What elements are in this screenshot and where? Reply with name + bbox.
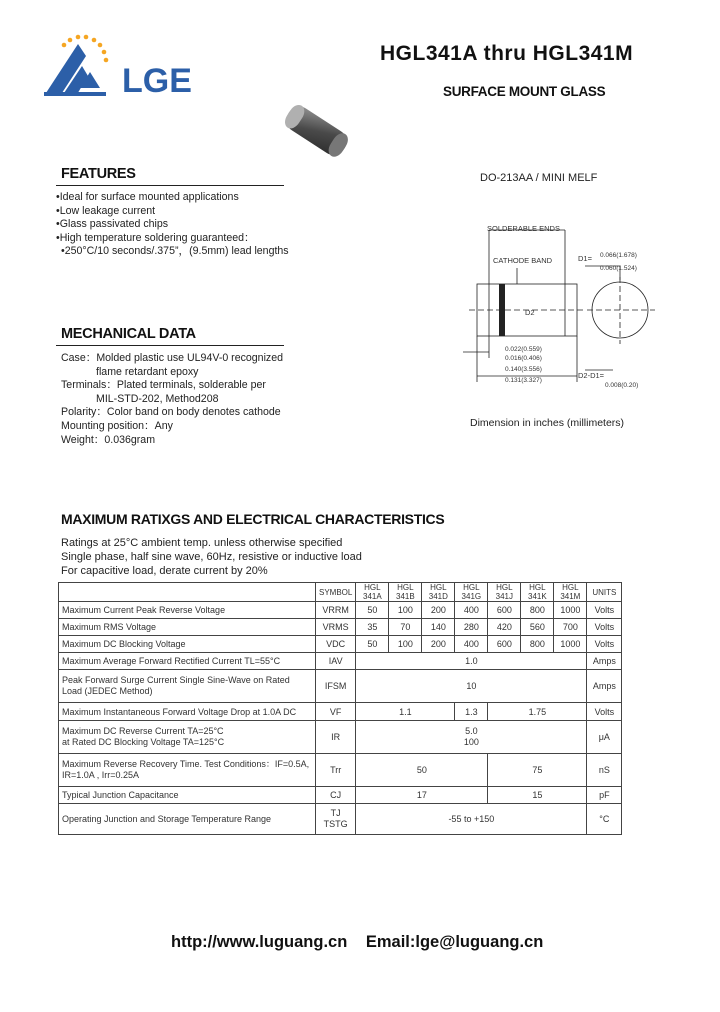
list-item: • 250°C/10 seconds/.375”，(9.5mm) lead lengths	[56, 245, 289, 259]
package-drawing	[455, 222, 670, 392]
table-row: Maximum Current Peak Reverse Voltage VRRM 50 100 200 400 600 800 1000 Volts	[59, 602, 622, 619]
table-row: Maximum Average Forward Rectified Current TL=55°C IAV 1.0 Amps	[59, 653, 622, 670]
list-item: • Low leakage current	[56, 205, 289, 219]
tolerance-label: 0.008(0.20)	[605, 382, 639, 389]
cathode-band-label: CATHODE BAND	[493, 256, 553, 265]
model-header: HGL 341J	[488, 583, 521, 602]
footer	[171, 933, 557, 952]
website-link[interactable]: http://www.luguang.cn	[171, 933, 348, 951]
ratings-heading: MAXIMUM RATIXGS AND ELECTRICAL CHARACTERISTICS	[61, 511, 445, 527]
table-row: Maximum Instantaneous Forward Voltage Drop at 1.0A DC VF 1.1 1.3 1.75 Volts	[59, 703, 622, 721]
len-max-label: 0.140(3.556)	[505, 366, 542, 373]
package-outline-icon	[455, 222, 670, 392]
list-item: • High temperature soldering guaranteed：	[56, 232, 289, 246]
model-header: HGL 341M	[554, 583, 587, 602]
mech-line: Polarity：Color band on body denotes cathode	[61, 406, 281, 419]
model-header: HGL 341B	[389, 583, 422, 602]
solderable-ends-label: SOLDERABLE ENDS	[487, 224, 560, 233]
company-logo	[42, 32, 222, 102]
mech-line: flame retardant epoxy	[96, 365, 199, 378]
rating-note: For capacitive load, derate current by 20%	[61, 564, 268, 577]
end-min-label: 0.016(0.406)	[505, 355, 542, 362]
list-item: • Glass passivated chips	[56, 218, 289, 232]
rating-note: Single phase, half sine wave, 60Hz, resistive or inductive load	[61, 550, 362, 563]
d1-label: D1=	[578, 254, 592, 263]
characteristics-table	[58, 582, 622, 835]
mechanical-data	[61, 352, 283, 447]
mini-melf-diode-icon	[272, 100, 362, 170]
features-heading: FEATURES	[61, 166, 136, 182]
features-rule	[56, 185, 284, 186]
d2-label: D2	[525, 308, 535, 317]
table-row: Typical Junction Capacitance CJ 17 15 pF	[59, 787, 622, 804]
len-min-label: 0.131(3.327)	[505, 377, 542, 384]
model-header: HGL 341K	[521, 583, 554, 602]
logo-mark-icon	[42, 32, 222, 102]
d2-d1-label: D2-D1=	[578, 371, 605, 380]
cathode-band	[499, 284, 505, 336]
table-row: Maximum DC Blocking Voltage VDC 50 100 200 400 600 800 1000 Volts	[59, 636, 622, 653]
page-subtitle: SURFACE MOUNT GLASS	[443, 84, 606, 99]
end-max-label: 0.022(0.559)	[505, 346, 542, 353]
dimension-caption: Dimension in inches (millimeters)	[470, 417, 625, 429]
d1-max-label: 0.066(1.678)	[600, 252, 637, 259]
table-row: Maximum RMS Voltage VRMS 35 70 140 280 420 560 700 Volts	[59, 619, 622, 636]
mech-line: MIL-STD-202, Method208	[96, 392, 219, 405]
table-row: Operating Junction and Storage Temperature Range TJ TSTG -55 to +150 °C	[59, 804, 622, 835]
logo-text: LGE	[122, 62, 192, 100]
table-row: Maximum DC Reverse Current TA=25°C at Rated DC Blocking Voltage TA=125°C IR 5.0 100 μA	[59, 721, 622, 754]
ratings-notes	[61, 537, 362, 578]
page-title: HGL341A thru HGL341M	[380, 42, 634, 65]
list-item: • Ideal for surface mounted applications	[56, 191, 289, 205]
component-photo	[272, 100, 362, 175]
model-header: HGL 341G	[455, 583, 488, 602]
table-row: Maximum Reverse Recovery Time. Test Conditions：IF=0.5A, IR=1.0A , Irr=0.25A Trr 50 75 nS	[59, 754, 622, 787]
table-row: Peak Forward Surge Current Single Sine-Wave on Rated Load (JEDEC Method) IFSM 10 Amps	[59, 670, 622, 703]
d1-min-label: 0.060(1.524)	[600, 265, 637, 272]
mech-line: Terminals：Plated terminals, solderable per	[61, 379, 266, 392]
package-name: DO-213AA / MINI MELF	[480, 172, 598, 184]
features-list	[56, 191, 289, 259]
mech-line: Mounting position：Any	[61, 419, 173, 432]
table-header-row	[59, 583, 622, 602]
model-header: HGL 341A	[356, 583, 389, 602]
units-header: UNITS	[587, 583, 622, 602]
mechanical-heading: MECHANICAL DATA	[61, 326, 196, 342]
symbol-header: SYMBOL	[316, 583, 356, 602]
mech-line: Case：Molded plastic use UL94V-0 recognized	[61, 352, 284, 364]
mech-line: Weight：0.036gram	[61, 433, 156, 446]
model-header: HGL 341D	[422, 583, 455, 602]
mechanical-rule	[56, 345, 284, 346]
email-link[interactable]: Email:lge@luguang.cn	[365, 933, 544, 951]
rating-note: Ratings at 25°C ambient temp. unless otherwise specified	[61, 537, 343, 549]
